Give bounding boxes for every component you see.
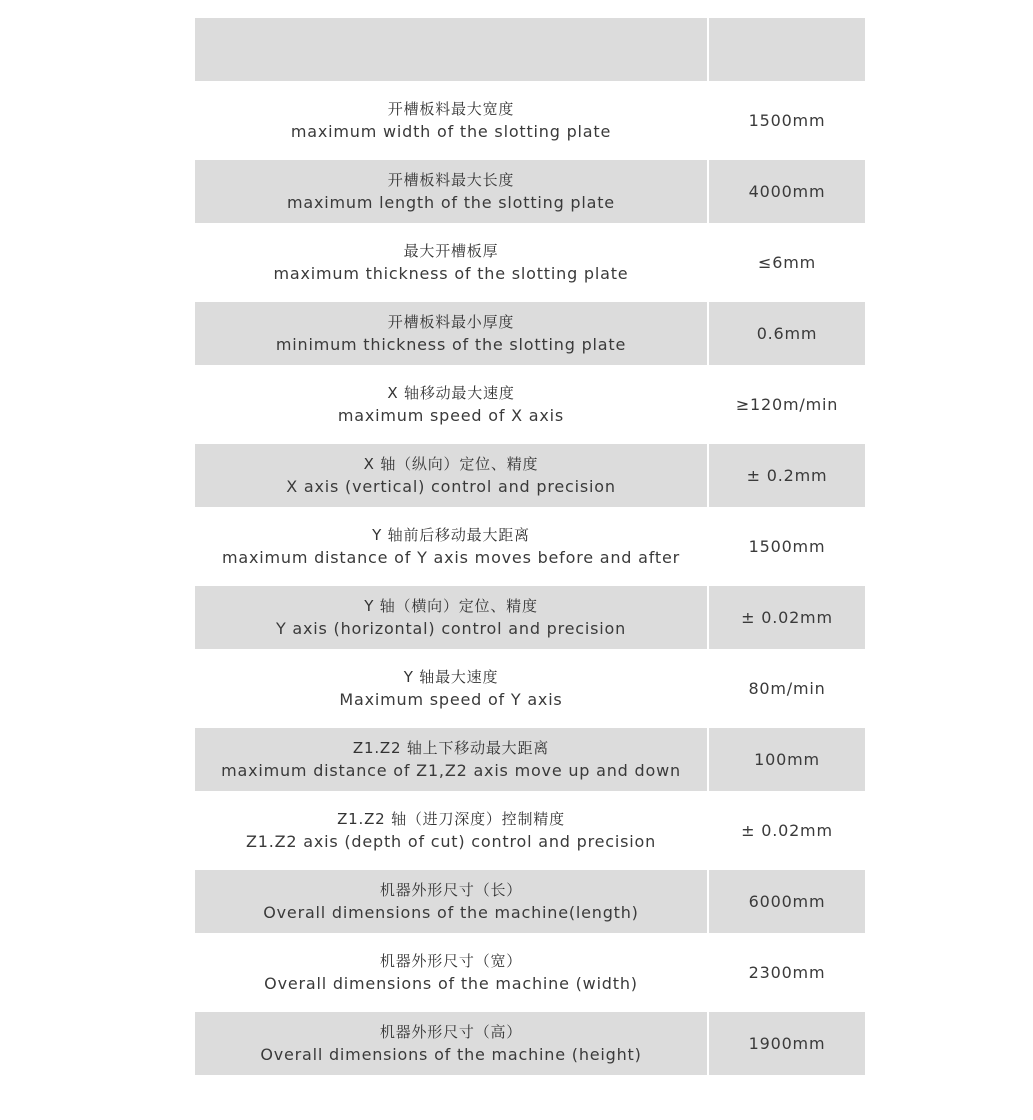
table-row <box>195 657 865 720</box>
parameter-value: 1900mm <box>709 1012 865 1075</box>
parameter-name-zh: X 轴移动最大速度 <box>387 383 515 402</box>
table-row <box>195 586 865 649</box>
table-header <box>195 18 865 81</box>
parameter-name-en: minimum thickness of the slotting plate <box>275 334 627 354</box>
parameter-name-zh: 开槽板料最大宽度 <box>387 99 515 118</box>
table-row <box>195 870 865 933</box>
parameter-name-zh: 最大开槽板厚 <box>403 241 499 260</box>
parameter-cell <box>195 89 707 152</box>
parameter-cell <box>195 799 707 862</box>
parameter-name-en: maximum thickness of the slotting plate <box>273 263 629 283</box>
parameter-name-zh: 机器外形尺寸（高） <box>379 1022 523 1041</box>
parameter-name-en: Overall dimensions of the machine (width) <box>264 973 638 993</box>
table-row <box>195 373 865 436</box>
parameter-name-en: X axis (vertical) control and precision <box>286 476 616 496</box>
parameter-value: 100mm <box>709 728 865 791</box>
parameter-cell <box>195 657 707 720</box>
parameter-name-en: Maximum speed of Y axis <box>339 689 563 709</box>
parameter-name-en: Overall dimensions of the machine (height) <box>260 1044 642 1064</box>
header-value-cell <box>709 18 865 81</box>
parameter-name-zh: 开槽板料最大长度 <box>387 170 515 189</box>
parameter-cell <box>195 1012 707 1075</box>
parameter-value: 0.6mm <box>709 302 865 365</box>
parameter-cell <box>195 302 707 365</box>
parameter-value: ± 0.2mm <box>709 444 865 507</box>
parameter-name-en: maximum width of the slotting plate <box>290 121 612 141</box>
parameter-name-en: maximum distance of Z1,Z2 axis move up and down <box>221 760 681 780</box>
parameter-cell <box>195 941 707 1004</box>
parameter-name-en: Y axis (horizontal) control and precision <box>275 618 627 638</box>
table-row <box>195 160 865 223</box>
parameter-name-zh: Z1.Z2 轴（进刀深度）控制精度 <box>337 809 565 828</box>
table-row <box>195 1012 865 1075</box>
table-row <box>195 89 865 152</box>
parameter-value: 1500mm <box>748 537 826 556</box>
parameter-name-zh: Y 轴最大速度 <box>403 667 499 686</box>
parameter-value: ≥120m/min <box>735 395 839 414</box>
parameter-name-zh: Z1.Z2 轴上下移动最大距离 <box>352 738 550 757</box>
parameter-value: 4000mm <box>709 160 865 223</box>
parameter-cell <box>195 870 707 933</box>
parameter-name-zh: Y 轴（横向）定位、精度 <box>364 596 538 615</box>
parameter-value: 1500mm <box>748 111 826 130</box>
parameter-cell <box>195 231 707 294</box>
table-row <box>195 444 865 507</box>
header-parameter-cell <box>195 18 707 81</box>
table-row <box>195 515 865 578</box>
parameter-value: ± 0.02mm <box>709 586 865 649</box>
parameter-cell <box>195 515 707 578</box>
parameter-name-en: Overall dimensions of the machine(length) <box>263 902 639 922</box>
table-row <box>195 231 865 294</box>
parameter-name-zh: 机器外形尺寸（宽） <box>379 951 523 970</box>
parameter-cell <box>195 373 707 436</box>
parameter-cell <box>195 160 707 223</box>
parameter-name-zh: Y 轴前后移动最大距离 <box>372 525 530 544</box>
parameter-name-zh: 开槽板料最小厚度 <box>387 312 515 331</box>
parameter-value: 2300mm <box>748 963 826 982</box>
table-row <box>195 941 865 1004</box>
parameter-cell <box>195 728 707 791</box>
parameter-value: 6000mm <box>709 870 865 933</box>
parameter-name-zh: 机器外形尺寸（长） <box>379 880 523 899</box>
parameter-cell <box>195 586 707 649</box>
parameter-name-en: Z1.Z2 axis (depth of cut) control and precision <box>245 831 657 851</box>
table-row <box>195 302 865 365</box>
parameter-name-en: maximum length of the slotting plate <box>287 192 615 212</box>
parameter-value: 80m/min <box>748 679 826 698</box>
parameter-name-zh: X 轴（纵向）定位、精度 <box>363 454 539 473</box>
parameter-cell <box>195 444 707 507</box>
spec-table <box>195 18 865 1075</box>
table-row <box>195 728 865 791</box>
parameter-name-en: maximum speed of X axis <box>337 405 565 425</box>
parameter-value: ± 0.02mm <box>741 821 833 840</box>
parameter-name-en: maximum distance of Y axis moves before and after <box>221 547 681 567</box>
table-row <box>195 799 865 862</box>
parameter-value: ≤6mm <box>758 253 816 272</box>
